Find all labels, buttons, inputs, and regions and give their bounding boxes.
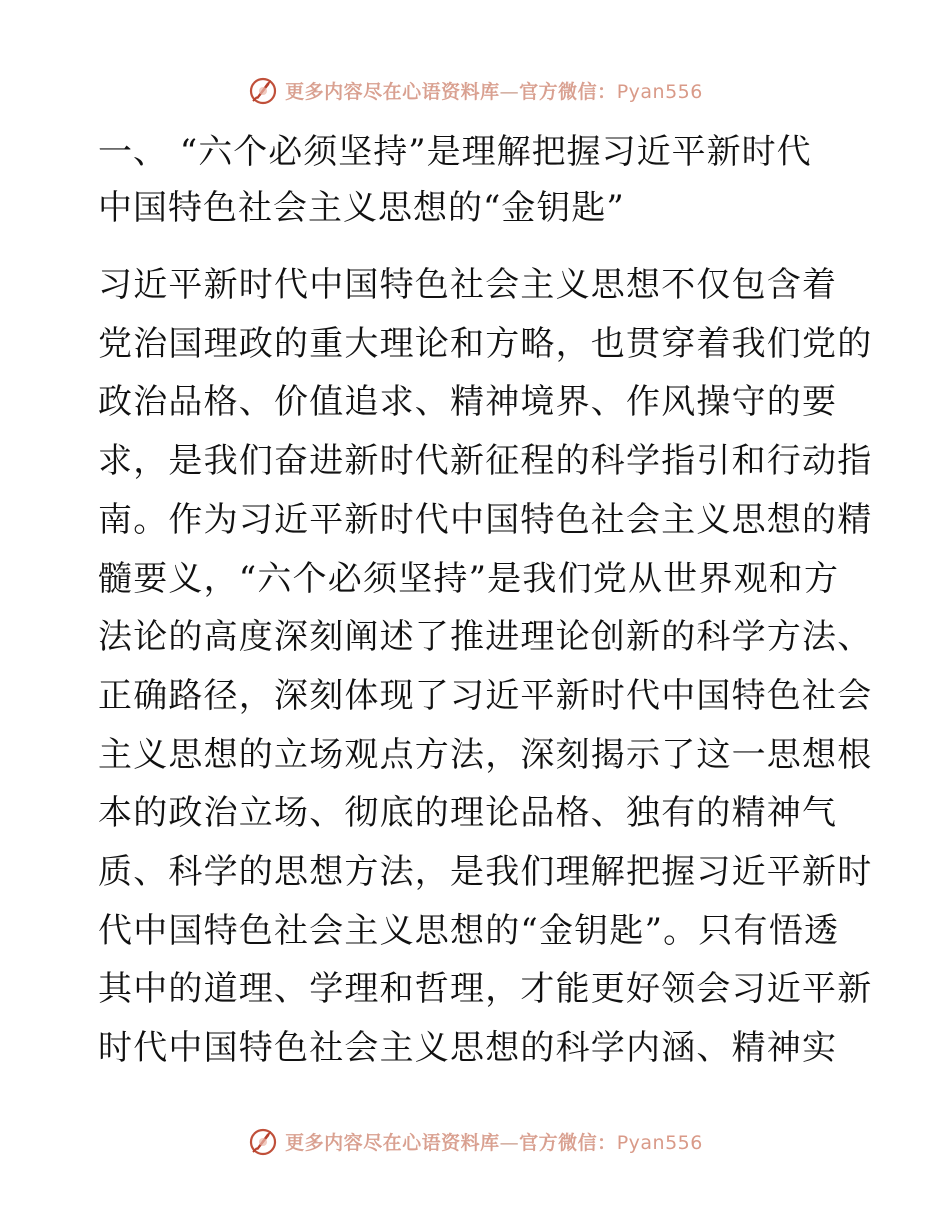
quill-pen-logo-icon: [247, 74, 279, 106]
section-heading: [98, 124, 858, 236]
watermark-brand: 更多内容尽在心语资料库: [285, 80, 500, 103]
watermark-wechat-id: Pyan556: [616, 1131, 703, 1154]
footer-watermark: [0, 1121, 950, 1161]
document-content: [98, 124, 873, 1078]
paragraph-line: 代中国特色社会主义思想的“金钥匙”。只有悟透: [98, 910, 840, 951]
paragraph-line: 法论的高度深刻阐述了推进理论创新的科学方法、: [98, 617, 873, 658]
watermark-brand: 更多内容尽在心语资料库: [285, 1131, 500, 1154]
paragraph-line: 主义思想的立场观点方法，深刻揭示了这一思想根: [98, 734, 873, 775]
paragraph-line: 质、科学的思想方法，是我们理解把握习近平新时: [98, 852, 873, 893]
paragraph-line: 党治国理政的重大理论和方略，也贯穿着我们党的: [98, 323, 873, 364]
watermark-wechat-id: Pyan556: [616, 80, 703, 103]
paragraph-line: 求，是我们奋进新时代新征程的科学指引和行动指: [98, 441, 873, 482]
paragraph-line: 正确路径，深刻体现了习近平新时代中国特色社会: [98, 675, 873, 716]
heading-line: 一、 “六个必须坚持”是理解把握习近平新时代: [98, 132, 812, 172]
paragraph-line: 本的政治立场、彻底的理论品格、独有的精神气: [98, 793, 838, 834]
watermark-label: 官方微信：: [519, 80, 617, 103]
header-watermark: [0, 70, 950, 110]
body-paragraph: [98, 256, 873, 1078]
heading-line: 中国特色社会主义思想的“金钥匙”: [98, 188, 625, 228]
watermark-separator: —: [499, 80, 520, 103]
paragraph-line: 政治品格、价值追求、精神境界、作风操守的要: [98, 382, 838, 423]
watermark-separator: —: [499, 1131, 520, 1154]
paragraph-line: 其中的道理、学理和哲理，才能更好领会习近平新: [98, 969, 873, 1010]
watermark-label: 官方微信：: [519, 1131, 617, 1154]
paragraph-line: 髓要义，“六个必须坚持”是我们党从世界观和方: [98, 558, 840, 599]
paragraph-line: 习近平新时代中国特色社会主义思想不仅包含着: [98, 265, 838, 305]
paragraph-line: 时代中国特色社会主义思想的科学内涵、精神实: [98, 1028, 838, 1069]
quill-pen-logo-icon: [247, 1125, 279, 1157]
paragraph-line: 南。作为习近平新时代中国特色社会主义思想的精: [98, 499, 873, 540]
